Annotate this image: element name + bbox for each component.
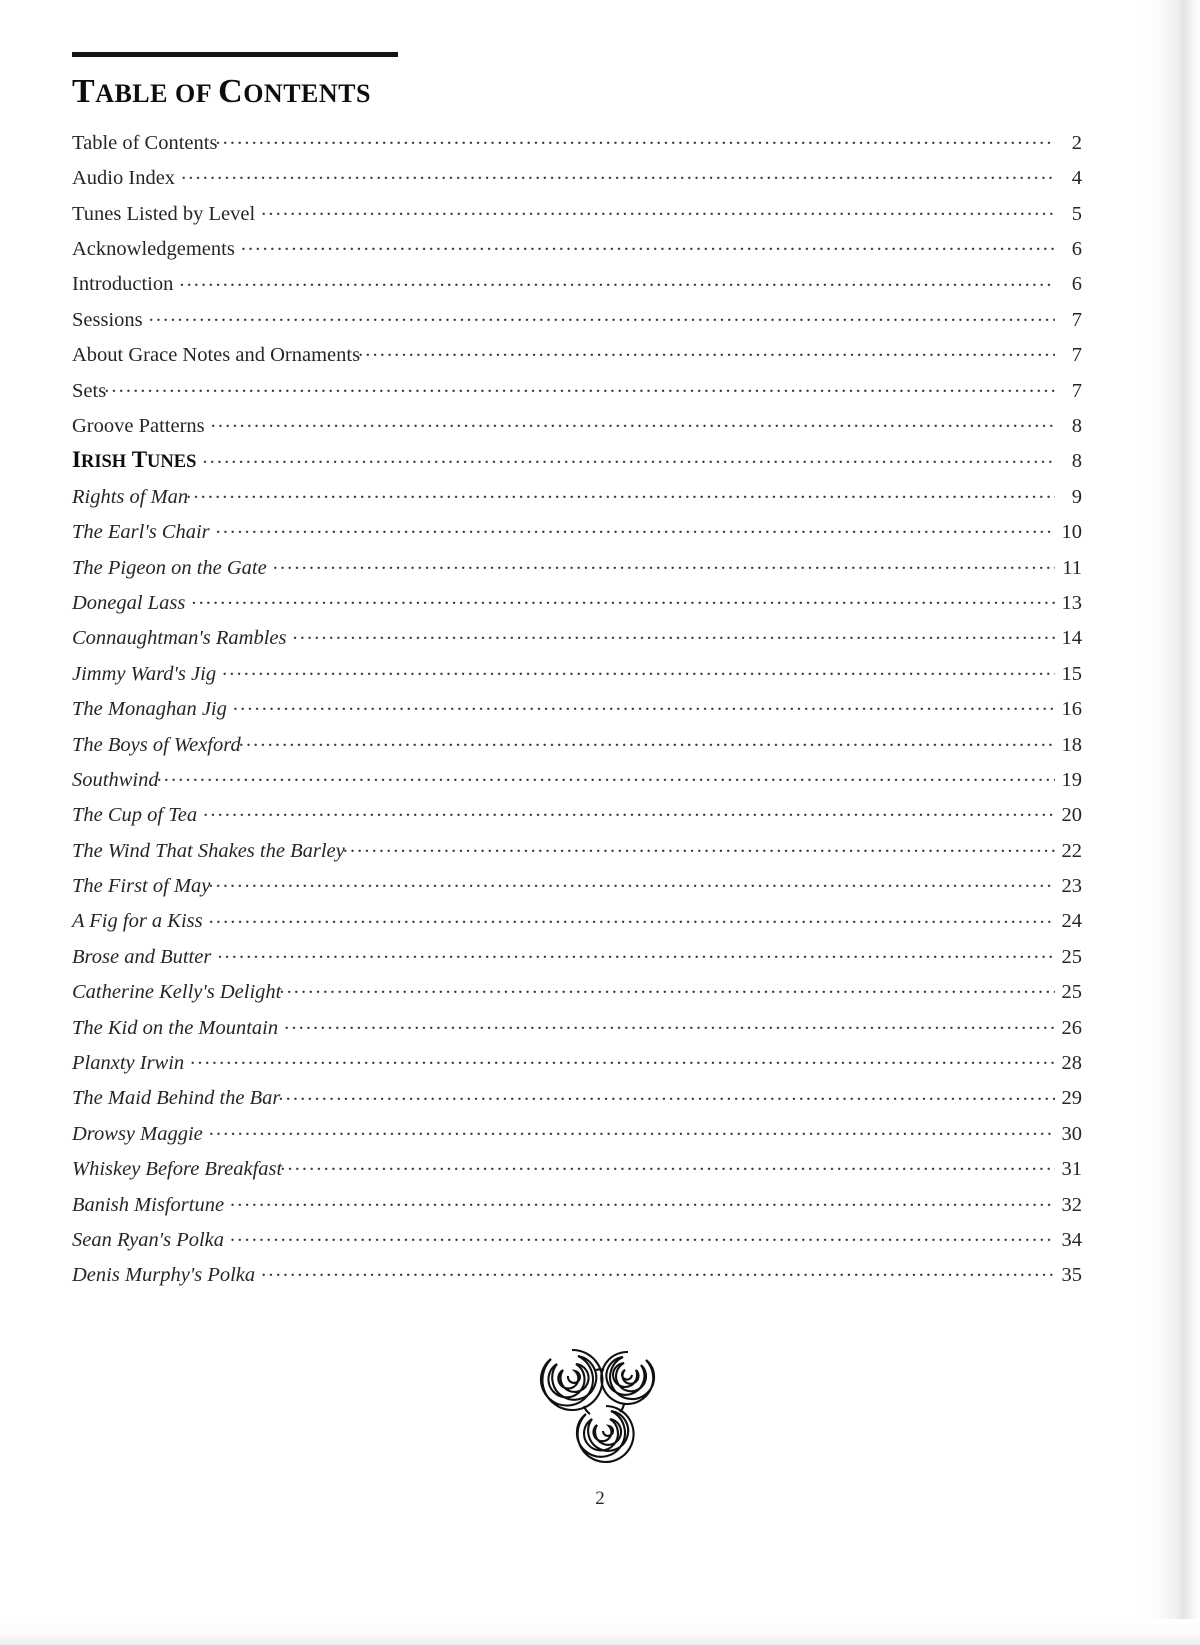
toc-dot-leader bbox=[209, 1119, 1055, 1140]
toc-entry[interactable] bbox=[72, 730, 1082, 765]
toc-dot-leader bbox=[179, 270, 1055, 291]
toc-entry[interactable] bbox=[72, 518, 1082, 553]
toc-entry-list bbox=[72, 128, 1082, 1296]
page-bottom-edge-shadow bbox=[0, 1619, 1200, 1645]
toc-entry-page-number: 34 bbox=[1061, 1229, 1082, 1251]
toc-dot-leader bbox=[186, 482, 1055, 503]
toc-entry[interactable] bbox=[72, 376, 1082, 411]
toc-dot-leader bbox=[241, 235, 1055, 256]
toc-entry-page-number: 5 bbox=[1071, 202, 1082, 225]
toc-entry-label: Whiskey Before Breakfast bbox=[72, 1158, 283, 1181]
toc-entry-page-number: 20 bbox=[1061, 804, 1082, 827]
toc-entry-label: Jimmy Ward's Jig bbox=[72, 662, 217, 685]
toc-dot-leader bbox=[181, 164, 1055, 185]
toc-dot-leader bbox=[279, 978, 1055, 999]
toc-entry-label: Audio Index bbox=[72, 167, 176, 190]
toc-dot-leader bbox=[191, 588, 1055, 609]
toc-entry-label: A Fig for a Kiss bbox=[72, 910, 203, 933]
toc-entry-page-number: 28 bbox=[1061, 1052, 1082, 1075]
toc-entry-label: Catherine Kelly's Delight bbox=[72, 981, 282, 1004]
toc-entry-page-number: 23 bbox=[1061, 875, 1082, 898]
toc-entry-label: Groove Patterns bbox=[72, 415, 205, 438]
toc-entry-page-number: 7 bbox=[1071, 379, 1082, 402]
toc-entry-label: Southwind bbox=[72, 768, 159, 791]
toc-entry-page-number: 4 bbox=[1071, 167, 1082, 190]
toc-entry[interactable] bbox=[72, 305, 1082, 340]
toc-dot-leader bbox=[208, 872, 1055, 893]
toc-entry-page-number: 18 bbox=[1061, 733, 1082, 756]
toc-entry-page-number: 6 bbox=[1071, 238, 1082, 261]
toc-dot-leader bbox=[149, 305, 1055, 326]
page-title-part-3: OF bbox=[168, 79, 219, 108]
toc-dot-leader bbox=[273, 553, 1055, 574]
toc-entry-label: Table of Contents bbox=[72, 131, 218, 154]
toc-dot-leader bbox=[343, 836, 1055, 857]
toc-entry-page-number: 31 bbox=[1061, 1158, 1082, 1181]
toc-entry-page-number: 32 bbox=[1061, 1193, 1082, 1216]
toc-entry-page-number: 24 bbox=[1061, 910, 1082, 933]
toc-entry[interactable] bbox=[72, 341, 1082, 376]
page-folio-number: 2 bbox=[595, 1488, 605, 1509]
toc-dot-leader bbox=[280, 1155, 1055, 1176]
toc-entry[interactable] bbox=[72, 1190, 1082, 1225]
toc-entry[interactable] bbox=[72, 1049, 1082, 1084]
toc-entry-label: Sean Ryan's Polka bbox=[72, 1229, 225, 1251]
toc-entry-label: The Kid on the Mountain bbox=[72, 1016, 279, 1039]
toc-entry-label: The Maid Behind the Bar bbox=[72, 1087, 281, 1110]
toc-entry-label: IRISH TUNES bbox=[72, 447, 197, 473]
toc-entry-page-number: 19 bbox=[1061, 768, 1082, 791]
toc-entry-page-number: 26 bbox=[1061, 1016, 1082, 1039]
page-title bbox=[72, 73, 1082, 110]
toc-entry-page-number: 15 bbox=[1061, 662, 1082, 685]
toc-dot-leader bbox=[216, 518, 1055, 539]
toc-entry[interactable] bbox=[72, 164, 1082, 199]
toc-entry[interactable] bbox=[72, 872, 1082, 907]
toc-entry-page-number: 8 bbox=[1071, 415, 1082, 438]
toc-entry-page-number: 35 bbox=[1061, 1264, 1082, 1287]
toc-dot-leader bbox=[202, 447, 1055, 468]
toc-entry-label: Donegal Lass bbox=[72, 591, 186, 614]
toc-entry-label: Tunes Listed by Level bbox=[72, 202, 256, 225]
toc-dot-leader bbox=[190, 1049, 1055, 1070]
toc-entry[interactable] bbox=[72, 907, 1082, 942]
toc-entry[interactable] bbox=[72, 1226, 1082, 1261]
page-title-part-1: T bbox=[72, 73, 96, 110]
toc-entry-page-number: 29 bbox=[1061, 1087, 1082, 1110]
toc-entry[interactable] bbox=[72, 659, 1082, 694]
toc-dot-leader bbox=[278, 1084, 1055, 1105]
toc-dot-leader bbox=[230, 1226, 1055, 1247]
toc-dot-leader bbox=[215, 128, 1055, 149]
toc-entry-label: Acknowledgements bbox=[72, 238, 235, 261]
toc-dot-leader bbox=[261, 1261, 1055, 1282]
toc-dot-leader bbox=[261, 199, 1055, 220]
toc-dot-leader bbox=[230, 1190, 1055, 1211]
toc-entry-label: The Wind That Shakes the Barley bbox=[72, 839, 345, 862]
toc-entry-label: Introduction bbox=[72, 273, 174, 296]
toc-entry[interactable] bbox=[72, 588, 1082, 623]
toc-entry-page-number: 6 bbox=[1071, 273, 1082, 296]
toc-entry-label: Planxty Irwin bbox=[72, 1052, 185, 1075]
toc-entry[interactable] bbox=[72, 1155, 1082, 1190]
toc-entry-page-number: 30 bbox=[1061, 1122, 1082, 1145]
toc-entry[interactable] bbox=[72, 624, 1082, 659]
toc-dot-leader bbox=[358, 341, 1055, 362]
toc-entry-page-number: 7 bbox=[1071, 308, 1082, 331]
toc-entry[interactable] bbox=[72, 1084, 1082, 1119]
title-rule bbox=[72, 52, 398, 57]
toc-entry-page-number: 22 bbox=[1061, 839, 1082, 862]
toc-entry-page-number: 10 bbox=[1061, 521, 1082, 544]
toc-dot-leader bbox=[222, 659, 1055, 680]
toc-dot-leader bbox=[209, 907, 1055, 928]
toc-dot-leader bbox=[217, 942, 1055, 963]
toc-entry-label: The Cup of Tea bbox=[72, 804, 198, 827]
toc-entry[interactable] bbox=[72, 412, 1082, 447]
toc-entry[interactable] bbox=[72, 1119, 1082, 1154]
toc-entry-label: Brose and Butter bbox=[72, 945, 212, 968]
toc-entry-label: Rights of Man bbox=[72, 485, 189, 508]
toc-dot-leader bbox=[239, 730, 1055, 751]
toc-dot-leader bbox=[233, 695, 1055, 716]
toc-entry[interactable] bbox=[72, 447, 1082, 482]
toc-entry-label: The Monaghan Jig bbox=[72, 698, 227, 721]
toc-entry[interactable] bbox=[72, 765, 1082, 800]
toc-dot-leader bbox=[203, 801, 1055, 822]
toc-entry-page-number: 7 bbox=[1071, 344, 1082, 367]
toc-entry-label: The Earl's Chair bbox=[72, 521, 210, 544]
toc-dot-leader bbox=[157, 765, 1055, 786]
toc-entry-label: The Pigeon on the Gate bbox=[72, 556, 267, 579]
toc-dot-leader bbox=[293, 624, 1055, 645]
toc-entry[interactable] bbox=[72, 482, 1082, 517]
toc-entry[interactable] bbox=[72, 978, 1082, 1013]
toc-dot-leader bbox=[211, 412, 1055, 433]
toc-entry-page-number: 9 bbox=[1071, 485, 1082, 508]
toc-entry-page-number: 16 bbox=[1061, 698, 1082, 721]
toc-dot-leader bbox=[104, 376, 1055, 397]
toc-entry[interactable] bbox=[72, 235, 1082, 270]
toc-entry-page-number: 11 bbox=[1062, 556, 1082, 579]
toc-entry-page-number: 2 bbox=[1071, 131, 1082, 154]
toc-entry-label: About Grace Notes and Ornaments bbox=[72, 344, 361, 367]
toc-entry[interactable] bbox=[72, 128, 1082, 163]
toc-entry[interactable] bbox=[72, 1261, 1082, 1296]
page-title-part-4: C bbox=[218, 73, 244, 110]
toc-entry[interactable] bbox=[72, 199, 1082, 234]
toc-entry-label: Denis Murphy's Polka bbox=[72, 1264, 256, 1287]
toc-entry[interactable] bbox=[72, 801, 1082, 836]
toc-entry[interactable] bbox=[72, 1013, 1082, 1048]
toc-dot-leader bbox=[284, 1013, 1055, 1034]
toc-entry-label: Connaughtman's Rambles bbox=[72, 627, 287, 650]
toc-page bbox=[72, 0, 1082, 1296]
page-title-part-5: ONTENTS bbox=[243, 79, 371, 108]
toc-entry-label: Drowsy Maggie bbox=[72, 1122, 203, 1145]
toc-entry[interactable] bbox=[72, 695, 1082, 730]
page-title-part-2: ABLE bbox=[95, 79, 168, 108]
toc-entry-page-number: 25 bbox=[1061, 945, 1082, 968]
toc-entry-label: The Boys of Wexford bbox=[72, 733, 241, 756]
toc-entry[interactable] bbox=[72, 553, 1082, 588]
toc-entry-page-number: 8 bbox=[1071, 450, 1082, 473]
toc-entry-page-number: 13 bbox=[1061, 591, 1082, 614]
toc-entry-label: Sessions bbox=[72, 308, 143, 331]
toc-entry-label: Banish Misfortune bbox=[72, 1193, 225, 1216]
toc-entry[interactable] bbox=[72, 942, 1082, 977]
toc-entry-label: Sets bbox=[72, 379, 107, 402]
toc-entry-page-number: 14 bbox=[1061, 627, 1082, 650]
toc-entry[interactable] bbox=[72, 270, 1082, 305]
toc-entry[interactable] bbox=[72, 836, 1082, 871]
toc-entry-page-number: 25 bbox=[1061, 981, 1082, 1004]
triple-spiral-celtic-ornament bbox=[0, 1340, 1200, 1470]
toc-entry-label: The First of May bbox=[72, 875, 211, 898]
